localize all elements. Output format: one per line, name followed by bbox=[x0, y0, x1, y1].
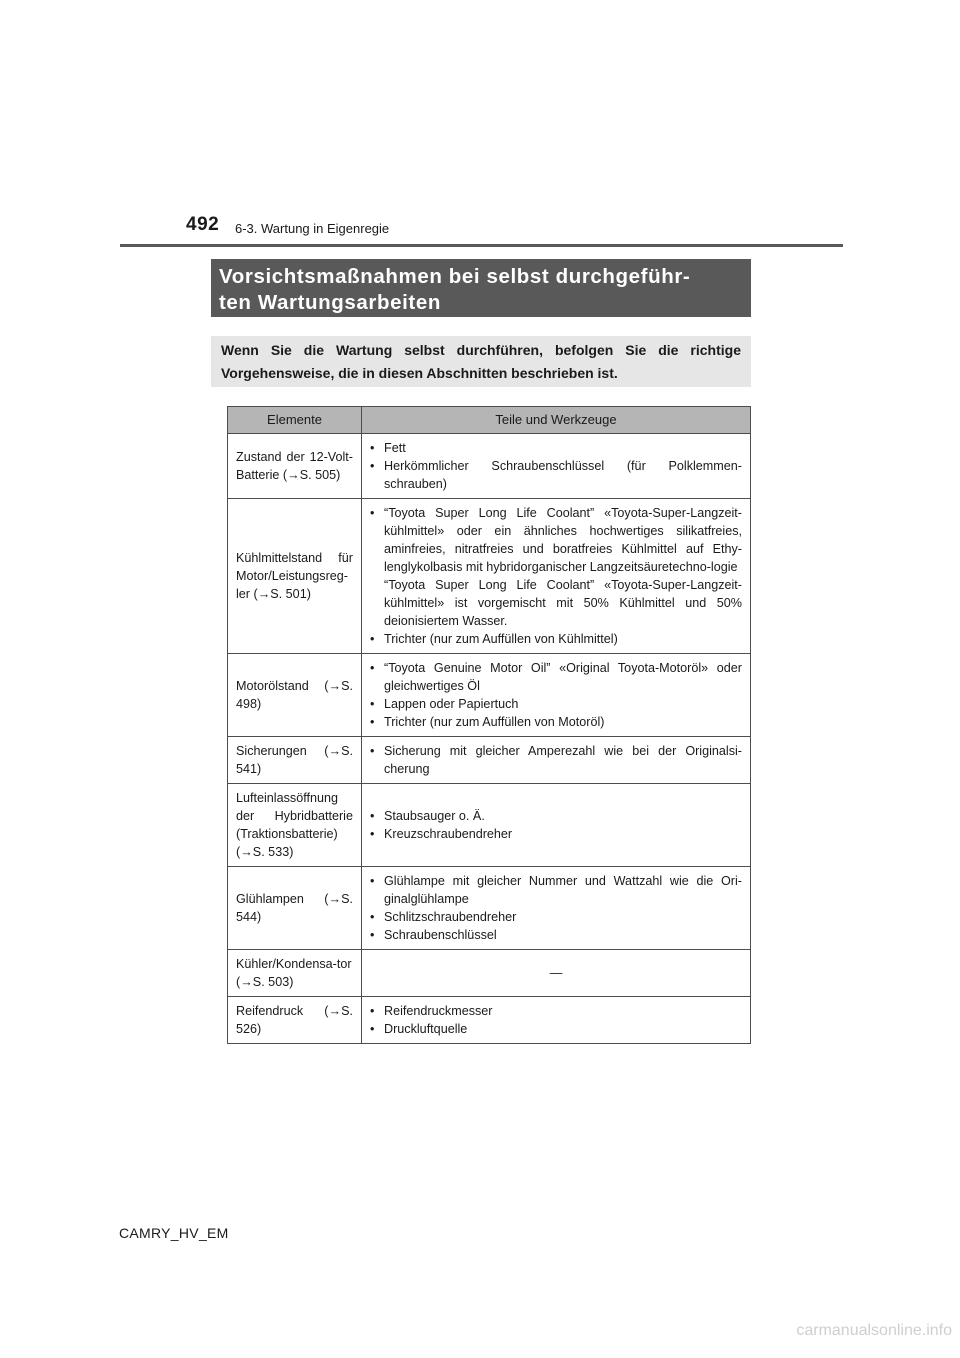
item-cell: Zustand der 12-Volt-Batterie (→S. 505) bbox=[228, 434, 362, 499]
item-cell: Reifendruck (→S. 526) bbox=[228, 997, 362, 1044]
tool-item: • Herkömmlicher Schraubenschlüssel (für Polklemmen-schrauben) bbox=[370, 457, 742, 493]
document-code: CAMRY_HV_EM bbox=[119, 1225, 229, 1241]
tool-item: • Fett bbox=[370, 439, 742, 457]
tool-item: • Trichter (nur zum Auffüllen von Kühlmittel) bbox=[370, 630, 742, 648]
section-title-line-1: Vorsichtsmaßnahmen bei selbst durchgeführ- bbox=[219, 265, 691, 288]
item-cell: Sicherungen (→S. 541) bbox=[228, 737, 362, 784]
tool-item: • Schlitzschraubendreher bbox=[370, 908, 742, 926]
table-header-row bbox=[228, 407, 751, 434]
tool-item: • Glühlampe mit gleicher Nummer und Wattzahl wie die Ori-ginalglühlampe bbox=[370, 872, 742, 908]
item-cell: Motorölstand (→S. 498) bbox=[228, 654, 362, 737]
table-row bbox=[228, 867, 751, 950]
item-cell: Glühlampen (→S. 544) bbox=[228, 867, 362, 950]
item-cell: Kühler/Kondensa-tor (→S. 503) bbox=[228, 950, 362, 997]
table-row bbox=[228, 737, 751, 784]
tool-item: • Schraubenschlüssel bbox=[370, 926, 742, 944]
tools-cell bbox=[362, 784, 751, 867]
table-row bbox=[228, 434, 751, 499]
table-row bbox=[228, 997, 751, 1044]
section-title bbox=[211, 259, 751, 317]
tools-cell bbox=[362, 434, 751, 499]
tool-item: • Lappen oder Papiertuch bbox=[370, 695, 742, 713]
table-row bbox=[228, 654, 751, 737]
tools-cell-empty bbox=[362, 950, 751, 997]
watermark: carmanualsonline.info bbox=[796, 1322, 952, 1339]
table-row bbox=[228, 499, 751, 654]
tool-item: • Trichter (nur zum Auffüllen von Motoröl) bbox=[370, 713, 742, 731]
tool-item: • Reifendruckmesser bbox=[370, 1002, 742, 1020]
tools-cell bbox=[362, 867, 751, 950]
table-row bbox=[228, 950, 751, 997]
intro-text: Wenn Sie die Wartung selbst durchführen, befolgen Sie die richtige Vorgehensweise, die in diesen Abschnitten beschrieben ist. bbox=[211, 336, 751, 387]
tools-cell bbox=[362, 654, 751, 737]
tool-item: • Druckluftquelle bbox=[370, 1020, 742, 1038]
tool-item-text: • “Toyota Super Long Life Coolant” «Toyota-Super-Langzeit-kühlmittel» oder ein ähnliches hochwertiges silikatfreies, aminfreies, nitratfreies und boratfreies Kühlmittel auf Ethy-lenglykolbasis mit hybridorganischer Langzeitsäuretechno-logie bbox=[384, 506, 742, 574]
section-label: 6-3. Wartung in Eigenregie bbox=[235, 221, 390, 236]
tool-item-note: “Toyota Super Long Life Coolant” «Toyota-Super-Langzeit-kühlmittel» ist vorgemischt mit 50% Kühlmittel und 50% deionisiertem Wasser. bbox=[384, 578, 742, 628]
page-number: 492 bbox=[186, 214, 220, 235]
table-row bbox=[228, 784, 751, 867]
tool-item: • Staubsauger o. Ä. bbox=[370, 807, 742, 825]
tool-item: • Sicherung mit gleicher Amperezahl wie bei der Originalsi-cherung bbox=[370, 742, 742, 778]
tools-cell bbox=[362, 737, 751, 784]
tools-cell bbox=[362, 997, 751, 1044]
tools-cell bbox=[362, 499, 751, 654]
tool-item: • Kreuzschraubendreher bbox=[370, 825, 742, 843]
section-title-line-2: ten Wartungsarbeiten bbox=[219, 291, 441, 314]
column-header-items: Elemente bbox=[228, 407, 362, 434]
item-cell: Lufteinlassöffnung der Hybridbatterie (Traktionsbatterie) (→S. 533) bbox=[228, 784, 362, 867]
column-header-tools: Teile und Werkzeuge bbox=[362, 407, 751, 434]
maintenance-table bbox=[227, 406, 751, 1044]
tool-item: • “Toyota Genuine Motor Oil” «Original Toyota-Motoröl» oder gleichwertiges Öl bbox=[370, 659, 742, 695]
item-cell: Kühlmittelstand für Motor/Leistungsreg-ler (→S. 501) bbox=[228, 499, 362, 654]
no-tools-dash: — bbox=[549, 966, 563, 980]
header-rule bbox=[120, 244, 843, 247]
tool-item bbox=[370, 504, 742, 630]
